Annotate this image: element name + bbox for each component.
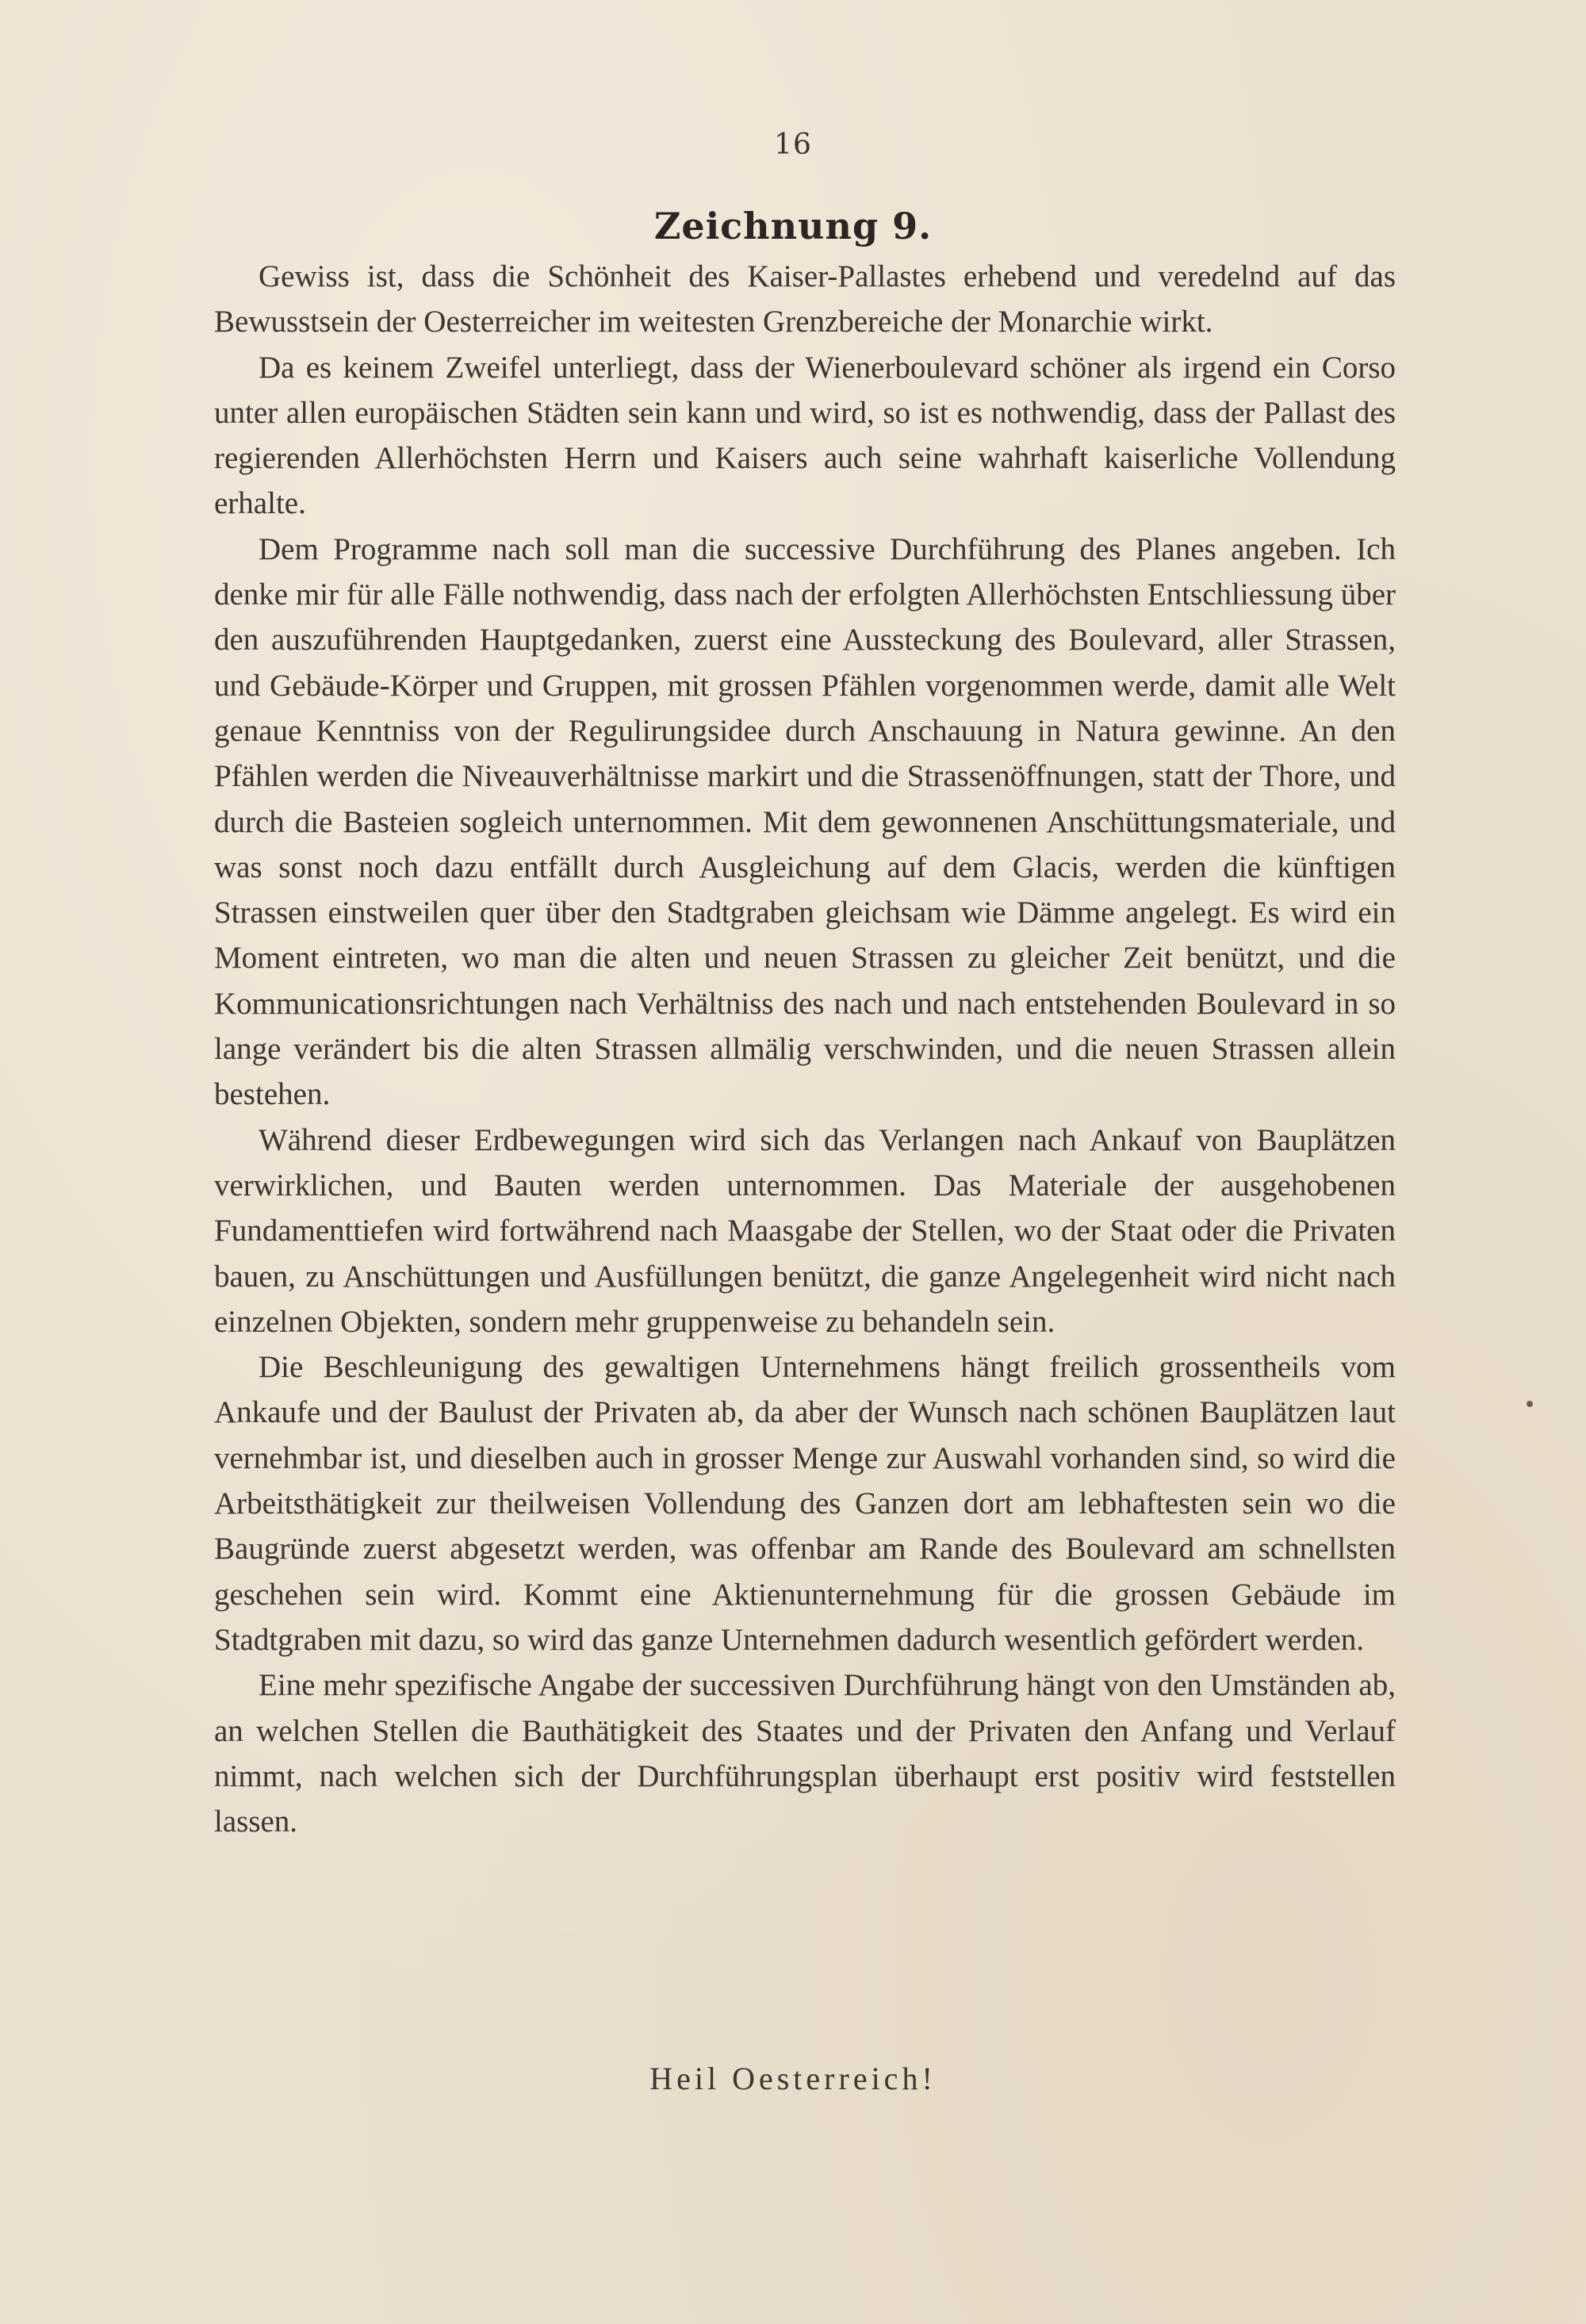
- paragraph: Während dieser Erdbewegungen wird sich das Verlangen nach Ankauf von Bauplätzen verwirklichen, und Bauten werden unternommen. Das Materiale der ausgehobenen Fundamenttiefen wird fortwährend nach Maasgabe der Stellen, wo der Staat oder die Privaten bauen, zu Anschüttungen und Ausfüllungen benützt, die ganze Angelegenheit wird nicht nach einzelnen Objekten, sondern mehr gruppenweise zu behandeln sein.: [214, 1122, 1396, 1339]
- paper-speck: [1527, 1401, 1533, 1407]
- paragraph: Eine mehr spezifische Angabe der successiven Durchführung hängt von den Umständen ab, an welchen Stellen die Bauthätigkeit des Staates und der Privaten den Anfang und Verlauf nimmt, nach welchen sich der Durchführungsplan überhaupt erst positiv wird feststellen lassen.: [214, 1668, 1396, 1839]
- paragraph: Gewiss ist, dass die Schönheit des Kaiser-Pallastes erhebend und veredelnd auf das Bewusstsein der Oesterreicher im weitesten Grenzbereiche der Monarchie wirkt.: [214, 259, 1396, 339]
- body-text: [214, 254, 1396, 1844]
- closing-salutation: Heil Oesterreich!: [649, 2061, 937, 2096]
- paragraph: Die Beschleunigung des gewaltigen Unternehmens hängt freilich grossentheils vom Ankaufe und der Baulust der Privaten ab, da aber der Wunsch nach schönen Bauplätzen laut vernehmbar ist, und dieselben auch in grosser Menge zur Auswahl vorhanden sind, so wird die Arbeitsthätigkeit zur theilweisen Vollendung des Ganzen dort am lebhaftesten sein wo die Baugründe zuerst abgesetzt werden, was offenbar am Rande des Boulevard am schnellsten geschehen sein wird. Kommt eine Aktienunternehmung für die grossen Gebäude im Stadtgraben mit dazu, so wird das ganze Unternehmen dadurch wesentlich gefördert werden.: [214, 1350, 1396, 1657]
- section-heading: Zeichnung 9.: [653, 205, 933, 247]
- paragraph: Dem Programme nach soll man die successive Durchführung des Planes angeben. Ich denke mir für alle Fälle nothwendig, dass nach der erfolgten Allerhöchsten Entschliessung über den auszuführenden Hauptgedanken, zuerst eine Aussteckung des Boulevard, aller Strassen, und Gebäude-Körper und Gruppen, mit grossen Pfählen vorgenommen werde, damit alle Welt genaue Kenntniss von der Regulirungsidee durch Anschauung in Natura gewinne. An den Pfählen werden die Niveauverhältnisse markirt und die Strassenöffnungen, statt der Thore, und durch die Basteien sogleich unternommen. Mit dem gewonnenen Anschüttungsmateriale, und was sonst noch dazu entfällt durch Ausgleichung auf dem Glacis, werden die künftigen Strassen einstweilen quer über den Stadtgraben gleichsam wie Dämme angelegt. Es wird ein Moment eintreten, wo man die alten und neuen Strassen zu gleicher Zeit benützt, und die Kommunicationsrichtungen nach Verhältniss des nach und nach entstehenden Boulevard in so lange verändert bis die alten Strassen allmälig verschwinden, und die neuen Strassen allein bestehen.: [214, 531, 1396, 1112]
- paragraph: Da es keinem Zweifel unterliegt, dass der Wienerboulevard schöner als irgend ein Corso unter allen europäischen Städten sein kann und wird, so ist es nothwendig, dass der Pallast des regierenden Allerhöchsten Herrn und Kaisers auch seine wahrhaft kaiserliche Vollendung erhalte.: [214, 350, 1396, 521]
- page-number: 16: [774, 128, 812, 161]
